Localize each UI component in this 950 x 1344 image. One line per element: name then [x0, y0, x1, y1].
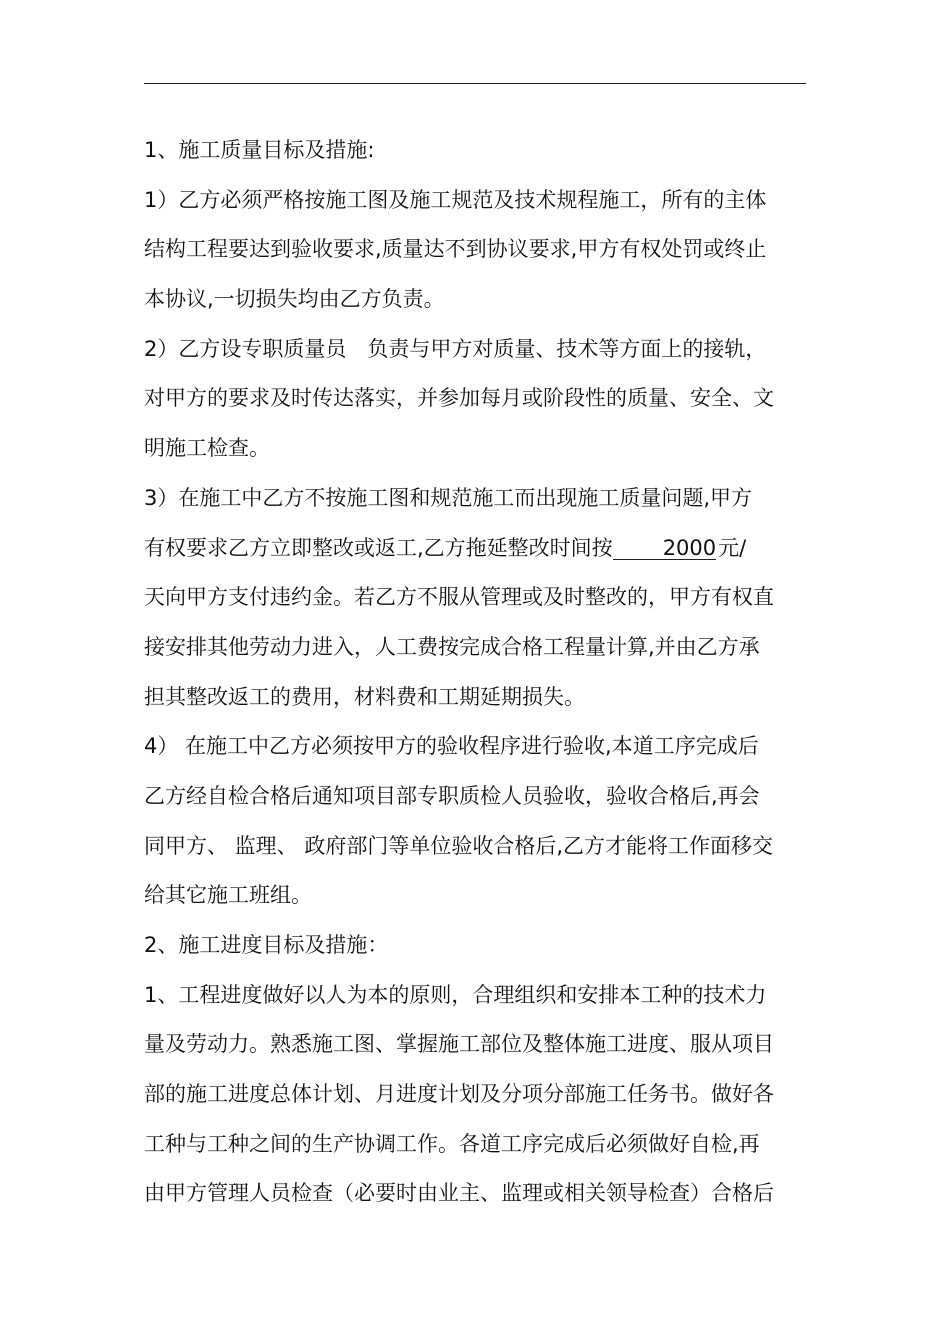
text-line: 1）乙方必须严格按施工图及施工规范及技术规程施工，所有的主体: [144, 187, 767, 212]
section-heading-schedule: [144, 921, 808, 971]
text-line: 本协议,一切损失均由乙方负责。: [144, 287, 445, 312]
text-line: 担其整改返工的费用，材料费和工期延期损失。: [144, 684, 585, 709]
penalty-line-prefix: 有权要求乙方立即整改或返工,乙方拖延整改时间按: [144, 535, 613, 560]
clause-3: [144, 474, 808, 722]
text-line: 4） 在施工中乙方必须按甲方的验收程序进行验收,本道工序完成后: [144, 734, 759, 759]
text-line: 2）乙方设专职质量员 负责与甲方对质量、技术等方面上的接轨，: [144, 336, 767, 361]
text-line: 接安排其他劳动力进入，人工费按完成合格工程量计算,并由乙方承: [144, 634, 760, 659]
penalty-line: [144, 524, 808, 574]
penalty-amount-blank: 2000: [613, 537, 716, 560]
text-line: 由甲方管理人员检查（必要时由业主、监理或相关领导检查）合格后: [144, 1181, 774, 1206]
text-line: 乙方经自检合格后通知项目部专职质检人员验收，验收合格后,再会: [144, 783, 760, 808]
penalty-unit: 元/: [718, 535, 747, 560]
text-line: 工种与工种之间的生产协调工作。各道工序完成后必须做好自检,再: [144, 1131, 760, 1156]
schedule-clause-1: [144, 971, 808, 1219]
text-line: 给其它施工班组。: [144, 883, 312, 908]
text-line: 明施工检查。: [144, 436, 270, 461]
document-body: [144, 126, 808, 1219]
text-line: 对甲方的要求及时传达落实，并参加每月或阶段性的质量、安全、文: [144, 386, 774, 411]
text-line: 量及劳动力。熟悉施工图、掌握施工部位及整体施工进度、服从项目: [144, 1032, 774, 1057]
text-line: 部的施工进度总体计划、月进度计划及分项分部施工任务书。做好各: [144, 1082, 774, 1107]
text-line: 2、施工进度目标及措施：: [144, 933, 389, 957]
text-line: 同甲方、 监理、 政府部门等单位验收合格后,乙方才能将工作面移交: [144, 833, 774, 858]
text-line: 结构工程要达到验收要求,质量达不到协议要求,甲方有权处罚或终止: [144, 237, 767, 262]
clause-1: [144, 176, 808, 325]
text-line: 1、施工质量目标及措施:: [144, 138, 375, 162]
clause-2: [144, 325, 808, 474]
header-rule: [144, 83, 806, 84]
text-line: 天向甲方支付违约金。若乙方不服从管理或及时整改的，甲方有权直: [144, 585, 774, 610]
section-heading-quality: [144, 126, 808, 176]
text-line: 3）在施工中乙方不按施工图和规范施工而出现施工质量问题,甲方: [144, 485, 753, 510]
clause-4: [144, 722, 808, 921]
text-line: 1、工程进度做好以人为本的原则，合理组织和安排本工种的技术力: [144, 982, 767, 1007]
